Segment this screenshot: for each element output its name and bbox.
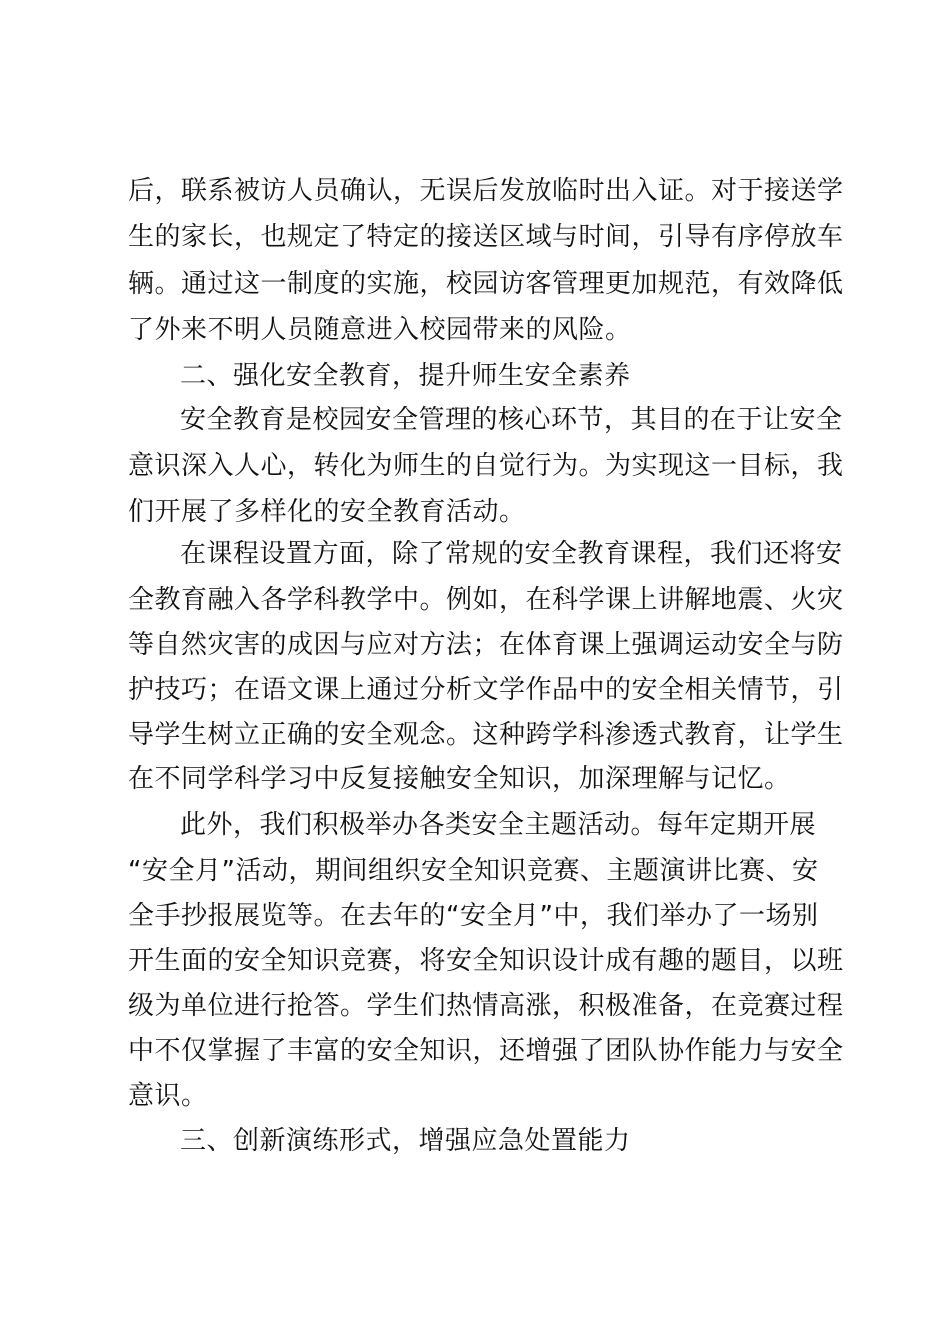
paragraph-4-line-5: 级为单位进行抢答。学生们热情高涨，积极准备，在竞赛过程 xyxy=(128,991,844,1021)
section-heading-2: 二、强化安全教育，提升师生安全素养 xyxy=(180,361,631,391)
paragraph-3-line-4: 护技巧；在语文课上通过分析文学作品中的安全相关情节，引 xyxy=(128,675,844,705)
paragraph-1-line-2: 生的家长，也规定了特定的接送区域与时间，引导有序停放车 xyxy=(128,222,844,252)
paragraph-4-line-1: 此外，我们积极举办各类安全主题活动。每年定期开展 xyxy=(180,810,817,840)
paragraph-2-line-2: 意识深入人心，转化为师生的自觉行为。为实现这一目标，我 xyxy=(128,451,844,481)
paragraph-2-line-3: 们开展了多样化的安全教育活动。 xyxy=(128,497,526,527)
paragraph-4-line-7: 意识。 xyxy=(128,1081,208,1111)
paragraph-1-line-4: 了外来不明人员随意进入校园带来的风险。 xyxy=(128,315,632,345)
paragraph-2-line-1: 安全教育是校园安全管理的核心环节，其目的在于让安全 xyxy=(180,405,843,435)
paragraph-1-line-3: 辆。通过这一制度的实施，校园访客管理更加规范，有效降低 xyxy=(128,269,844,299)
paragraph-3-line-3: 等自然灾害的成因与应对方法；在体育课上强调运动安全与防 xyxy=(128,630,844,660)
paragraph-3-line-2: 全教育融入各学科教学中。例如，在科学课上讲解地震、火灾 xyxy=(128,585,844,615)
paragraph-4-line-3: 全手抄报展览等。在去年的“安全月”中，我们举办了一场别 xyxy=(128,901,819,931)
paragraph-4-line-6: 中不仅掌握了丰富的安全知识，还增强了团队协作能力与安全 xyxy=(128,1036,844,1066)
paragraph-1-line-1: 后，联系被访人员确认，无误后发放临时出入证。对于接送学 xyxy=(128,176,844,206)
paragraph-4-line-2: “安全月”活动，期间组织安全知识竞赛、主题演讲比赛、安 xyxy=(128,856,819,886)
paragraph-3-line-6: 在不同学科学习中反复接触安全知识，加深理解与记忆。 xyxy=(128,764,791,794)
paragraph-3-line-5: 导学生树立正确的安全观念。这种跨学科渗透式教育，让学生 xyxy=(128,720,844,750)
section-heading-3: 三、创新演练形式，增强应急处置能力 xyxy=(180,1126,631,1156)
paragraph-3-line-1: 在课程设置方面，除了常规的安全教育课程，我们还将安 xyxy=(180,539,843,569)
paragraph-4-line-4: 开生面的安全知识竞赛，将安全知识设计成有趣的题目，以班 xyxy=(128,946,844,976)
